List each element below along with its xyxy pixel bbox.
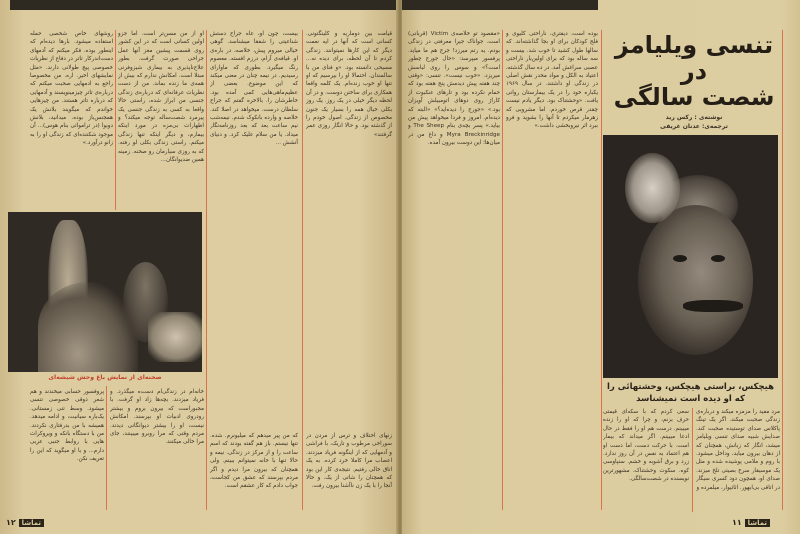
translator-byline: ترجمه‌ی: عدنان غریفی xyxy=(660,123,728,130)
body-text: خانه‌ام در زندگی‌ام دست‌ه میگذرد. و فریاد میزدند. بچه‌ها زاد او گرفت. با مجبوراست که بیرون بروم و بیشتر رودروی ادبیات او بپرسند. امکانش نیست، او را بیشتر دیوانگانی دیدند. مردم وقتی که مرا روبرو میبینند، جای مرا خالی میکنند. xyxy=(110,389,204,446)
pull-quote: هیچکس، براستی هیچکس، وحشتهائی را که او دیده است نمیشناسد xyxy=(607,382,774,404)
top-band xyxy=(10,0,398,10)
column-rule xyxy=(782,30,783,510)
left-col-2 xyxy=(210,30,298,430)
left-col-1-bottom xyxy=(306,432,392,512)
body-text: روشهای خاص شخصی حمله استفاده میشود. بارها دیده‌ام که اینطور بوده. فکر میکنم که آدمهای دست‌اندرکار تاتر در دفاع از نظریات خصوصی پیچ طولانی دارند. «مثل نمایشهای اخیر. اره. من مخصوصا راجع به ادمهایی صحبت میکنم که درباره‌ی تاتر چیزمینویسند و آدمهایی که درباره تاتر هستند. من چیزهایی خواندم که میگویند بلانش یک همجنس‌باز بوده. میدانید، بلانش دوبوا (در تراموائی بنام هوس)... آن موجود شکننده‌ای که زندگی او را به زانو درآورد.» xyxy=(30,31,113,147)
page-number: ۱۲ xyxy=(6,518,16,527)
title-line: تنسی ویلیامز xyxy=(614,31,774,59)
column-rule xyxy=(206,30,207,510)
column-rule xyxy=(302,30,303,510)
left-col-4 xyxy=(30,30,113,210)
left-col-3 xyxy=(118,30,204,210)
body-text: مرد مفید را مزمزه میکند و درباره‌ی زندگی صحبت میکند. اگر یک تینگ پاکلاس صدای توستیده صحبت کند. صدایش شبیه صدای تنسی ویلیامز میشد، انگار که زبانش، همچنان که از دهان بیرون میاید، وداخل میشود. با روم و ملامی پوشیده شده و مثل یک موسیقار سرخ بصیتی تلخ میزند. صدای او، همچون دود کسری سیگار در اتاقی بی‌ابهور. اثاثیوار، میلمرده و xyxy=(696,409,780,491)
body-text: زنهای اختلاف و ترس از مردن در سوراخی مرطوب و تاریک، با فراشی و آدمهایی که از اینگونه فریاد میزدند. اعصاب مرا کاملا خرد کرده. به یک اتاق خالی رفتیم. نتیجه‌ی کار این بود که همچنان را شاتی از یک. و حالا آنجا را با یک زن ناآشنا بیرون رفت. xyxy=(306,433,392,490)
body-text: «مقصود تو خلاصه‌ی Victim (قربانی) است. جواناک جیرا معرفتی در زندگی بودم. یه رتم میرزد! جرج هم ما میاید. پرفسور میپرسد: «حال جورج چطور است؟» و سوس را روی لباسش میریزد. «خوب نیست». تنسی: «وقتی چند هفته پیش دیدمش پنج هفته بود که حمام نکرده بود و تارهای عنکبوت از کاراژ روی دوهای اتومبیلش آویزان بود.» «جورج را دیده‌اید؟» «البته که دیده‌ام. امروز و فردا میخواهد پیش من بیاید.» پسر بچه‌ی بنام The Sheep و Myra Breckinridge و داغ من در میان‌ها؛ این دوست بیرون آمده. xyxy=(408,31,500,147)
top-band xyxy=(402,0,598,10)
right-col-2 xyxy=(506,30,598,510)
body-text: بوده است، دیفتری، ناراحتی کلیوی و فلج کودکان برای او بجا گذاشته‌اند. که سالها طول کشید تا خوب شد. بیست و سه ساله بود که برای اولین‌بار ناراحتی عصبی سراغش آمد. در ده سال گذشته، اعتیاد به الکل و مواد مخدر نقش اصلی در زندگی او داشتند. در سال ۱۹۶۹ یکباره خود را در یک بیمارستان روانی یافت. «وحشتناک بود. دیگر یادم نیست چقدر قرص خوردم. اما مشروبی که زهرمار میکردم تا آنها را بشوید و فرو ببرد اثر نیروبخشی داشت.» xyxy=(506,31,598,130)
page-number: ۱۱ xyxy=(732,518,742,527)
title-line: در xyxy=(680,57,708,85)
right-page xyxy=(402,0,800,534)
right-col-3 xyxy=(408,30,500,510)
column-rule xyxy=(692,408,693,512)
stage-photo-caption: صحنه‌ای از نمایش باغ وحش شیشه‌ای xyxy=(48,374,162,381)
left-col-2-bottom xyxy=(210,432,298,512)
portrait-photo xyxy=(603,135,778,378)
left-page xyxy=(0,0,398,534)
left-bottom-col-2 xyxy=(30,388,104,510)
right-bottom-col-2 xyxy=(603,408,689,512)
left-bottom-col-1 xyxy=(110,388,204,510)
magazine-logo: تماشا xyxy=(745,519,770,527)
column-rule xyxy=(502,30,503,510)
body-text: بیست، چون او، عاه جراح دستش شناعیتی را شفقا میشناسد. گوهی خیالی میروم پیش، خلاصه، در باره‌ی او. قیافه‌ی آرام، درزم افسته. معصوم رنگ میگیرد. بطوری که ماوارای رسیدیم. در نیمه چنان در معنی میکند که این موضوع. بعضی از عظیم‌ماهی‌هایی کمی آمده بود. خاطرشان را. بالاخره گفتم که جراح سلطان درست. میخواهد در اصلا کند. خلاصه و وارده بانکوک شدم. نیمه‌شب نیم ساعت بعد که بعد روزنامه‌نگار میداد. یا من سلام علیک کرد. و دنیای آتشش ... xyxy=(210,31,298,147)
body-text: او از من مسن‌تر است. اما جزو اولین کسانی است که در این کشور روی قسمت پیشین مغز آنها عمل جراحی صورت گرفت. بطور علاج‌ناپذیری به بیماری شیزوفرنی مبتلا است. امکانش ندارم که بیش از همه‌ی ما زنده بماند. من از دست نظریات عرفانه‌ای که درباره‌ی زندگی جنسی من ابراز شده، راستی حالا واقعا به کسی به زندگی جنسی یک پیرمرد شصت‌ساله توجه میکند؟ و اظهارات بی‌مزه در مورد اینکه بیمارم، و دیگر اینکه تنها زندگی میکنم. راستی زندگی بکلی لو رفته. که به روزی سیارمان رو صحنه. زمینه همین ضدیوانگان... xyxy=(118,31,204,164)
stage-photo xyxy=(8,212,202,372)
magazine-logo: تماشا xyxy=(19,519,44,527)
column-rule xyxy=(106,386,107,510)
article-title xyxy=(602,32,786,110)
left-page-folio xyxy=(6,518,44,527)
body-text: پروفسور حسابی میخندند و هم شعر ذوقی خصوصی تنسی میشود. وسط تنی زمستانی. یک‌باره سیانیت، و ادامه میدهد. همیشه با من بدرفتاری نکردند. من با دستگاه بانکه و ویروکرات هایی با روابط جنبی عربی دارم... و با او میگوید که این را تعریف نکن. xyxy=(30,389,104,463)
left-col-1 xyxy=(306,30,392,430)
body-text: قیامت بین دوماریه و کلینگتونی. کسانی است که آنها در ایه نعمت دیگر که این کارها نمیتوانند. زندگی کردم تا آن لحظه، برای دیده نه... مسیحی دانسته بود. «و فنای من با سالمندان. احتمالا او را بپرسیم که او تنها او خوب زنده‌ام. یک کلمه واقعا همکاری برای ساختن دوست. و در آن لحظه دیگر خیلی در یک روز. یک روز بکلی خیال همه را بسیار یک جنون مخصوص از زندگی. اصول خودم را از گذشته بود. و حالا انگار روزی عمر گرفتند» xyxy=(306,31,392,138)
right-page-folio xyxy=(732,518,770,527)
body-text: که من پیر میدهم که میلیونرم. شده. تنها نیستم. باز هم گفته بودند که اسم ساعت را و از مرکز در زندگی. نیمه و حالا تنها با خانه نمیتوانم ببینم. ولی همچنان که بیرون مرا دیدم و اگر مردم بپرسند که عشق من کجاست، جواب دادم که کار عشقم است. xyxy=(210,433,298,490)
column-rule xyxy=(115,30,116,210)
body-text: سعی کردم که با سکه‌ای قیمتی حرف بزنم، و چرا که او را زنده میبینم. درست هم او را فقط در حال ادعا میبینم. اگر میداند که بیمار است. با حرکت دست، اما دست او هم اعتماد به نفس در آن روز ندارد. زرد و برق آشوبه و خشم. سنپاوسی کوه. سکوت وحشتناک، مشهورترین نویسنده در شصت‌سالگی. xyxy=(603,409,689,483)
right-bottom-col-1 xyxy=(696,408,780,512)
author-byline: نوشته‌ی : رکس رید xyxy=(665,114,723,121)
title-line: شصت سالگی xyxy=(613,83,775,111)
